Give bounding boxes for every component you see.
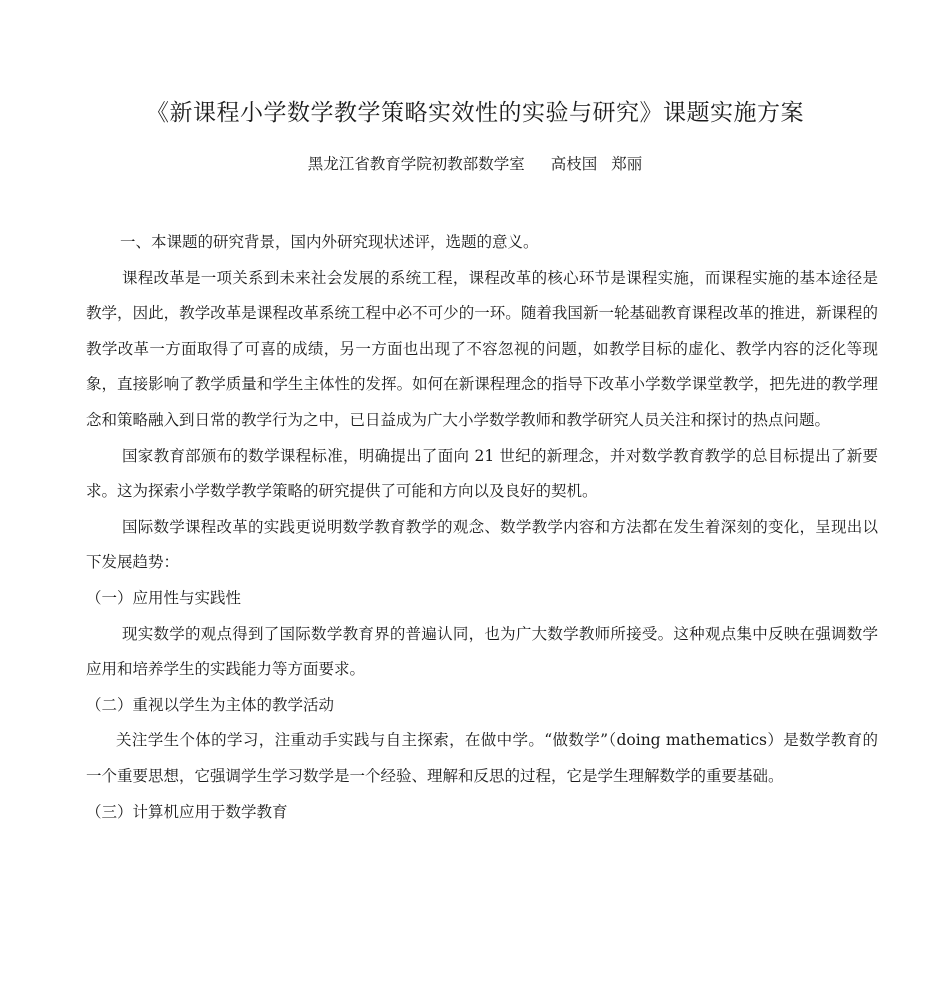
subsection-heading: （二）重视以学生为主体的教学活动 — [86, 695, 335, 714]
paragraph: 关注学生个体的学习，注重动手实践与自主探索，在做中学。“做数学”（doing mathematics）是数学教育的一个重要思想，它强调学生学习数学是一个经验、理解和反思的过程，它是学生理解数学的重要基础。 — [86, 731, 878, 785]
affiliation: 黑龙江省教育学院初教部数学室 — [307, 155, 525, 173]
author-line — [0, 151, 950, 177]
subsection-heading: （一）应用性与实践性 — [86, 588, 242, 607]
paragraph: 国际数学课程改革的实践更说明数学教育教学的观念、数学教学内容和方法都在发生着深刻的变化，呈现出以下发展趋势： — [86, 517, 878, 572]
subsection-heading: （三）计算机应用于数学教育 — [86, 802, 288, 821]
paragraph: 现实数学的观点得到了国际数学教育界的普遍认同，也为广大数学教师所接受。这种观点集中反映在强调数学应用和培养学生的实践能力等方面要求。 — [86, 624, 878, 679]
paragraph: 课程改革是一项关系到未来社会发展的系统工程，课程改革的核心环节是课程实施，而课程实施的基本途径是教学，因此，教学改革是课程改革系统工程中必不可少的一环。随着我国新一轮基础教育课程改革的推进，新课程的教学改革一方面取得了可喜的成绩，另一方面也出现了不容忽视的问题，如教学目标的虚化、教学内容的泛化等现象，直接影响了教学质量和学生主体性的发挥。如何在新课程理念的指导下改革小学数学课堂教学，把先进的教学理念和策略融入到日常的教学行为之中，已日益成为广大小学数学教师和教学研究人员关注和探讨的热点问题。 — [86, 268, 878, 429]
section-heading: 一、本课题的研究背景，国内外研究现状述评，选题的意义。 — [120, 233, 539, 251]
paragraph: 国家教育部颁布的数学课程标准，明确提出了面向 21 世纪的新理念，并对数学教育教学的总目标提出了新要求。这为探索小学数学教学策略的研究提供了可能和方向以及良好的契机。 — [86, 446, 878, 501]
author-name: 高枝国 — [550, 155, 598, 173]
document-body — [86, 225, 878, 830]
author-name: 郑丽 — [611, 155, 643, 173]
document-title: 《新课程小学数学教学策略实效性的实验与研究》课题实施方案 — [146, 100, 804, 126]
